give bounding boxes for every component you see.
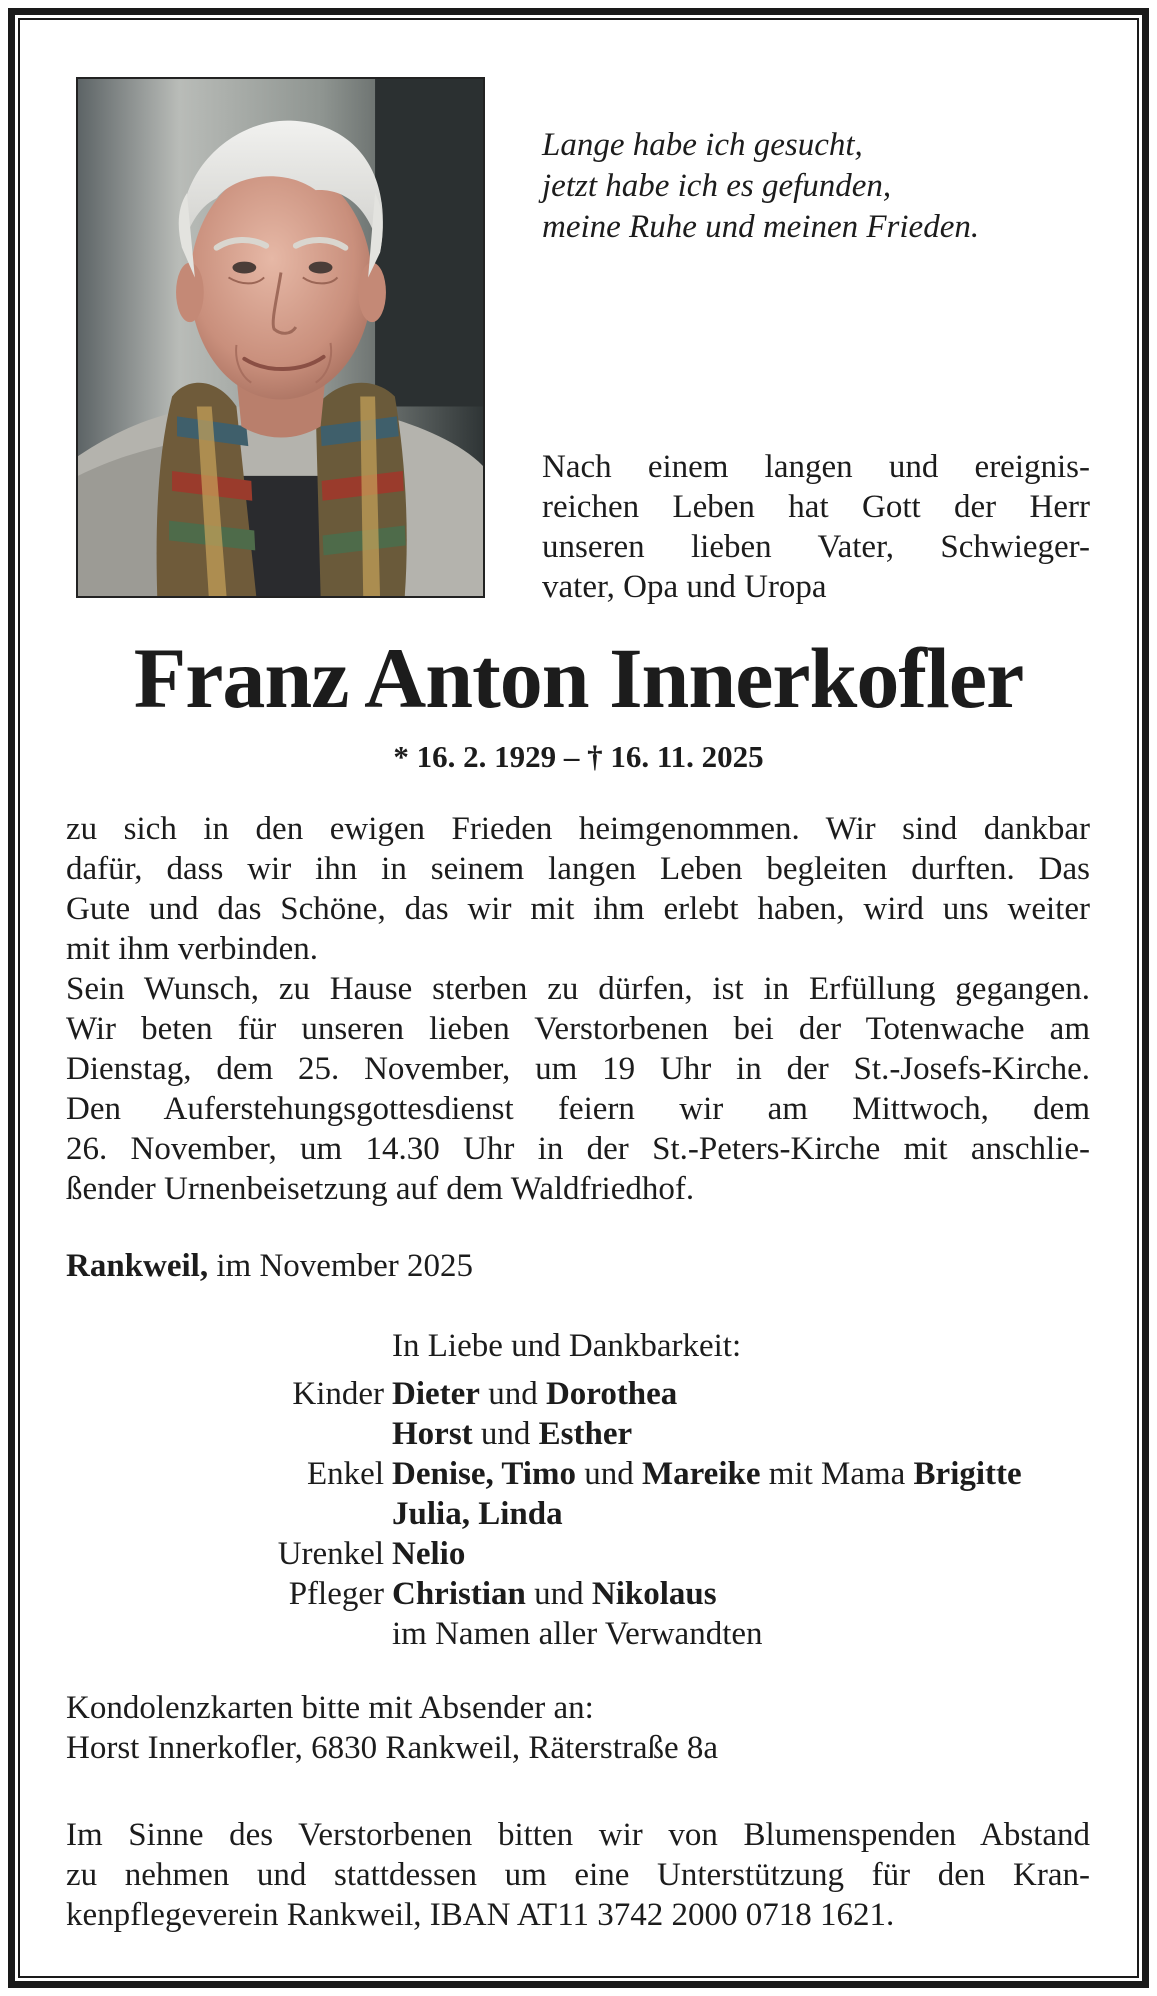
family-connector: und	[479, 1376, 546, 1412]
condolence-line: Horst Innerkofler, 6830 Rankweil, Räterstraße 8a	[66, 1730, 719, 1766]
main-text	[66, 809, 1090, 1209]
family-name: Nelio	[392, 1536, 466, 1572]
body-line: 26. November, um 14.30 Uhr in der St.-Peters-Kirche mit anschlie-	[66, 1131, 1090, 1167]
quote	[542, 125, 1102, 248]
portrait-illustration	[78, 79, 483, 596]
body-line: Gute und das Schöne, das wir mit ihm erlebt haben, wird uns weiter	[66, 891, 1090, 927]
family-name: Christian	[392, 1576, 526, 1612]
intro-line: vater, Opa und Uropa	[542, 569, 827, 605]
body-line: dafür, dass wir ihn in seinem langen Leben begleiten durften. Das	[66, 851, 1090, 887]
family-connector: und	[525, 1576, 592, 1612]
place-date	[66, 1246, 473, 1286]
family-name: Brigitte	[913, 1456, 1022, 1492]
condolence-address	[66, 1688, 718, 1768]
family-name: Mareike	[641, 1456, 761, 1492]
donation-line: zu nehmen und stattdessen um eine Unterstützung für den Kran-	[66, 1857, 1090, 1893]
family-connector: und	[575, 1456, 642, 1492]
quote-line: jetzt habe ich es gefunden,	[542, 168, 892, 204]
intro-paragraph	[542, 447, 1090, 607]
donation-note	[66, 1815, 1090, 1935]
family-list	[0, 1374, 1157, 1654]
family-label: Pfleger	[288, 1576, 384, 1612]
family-row-kinder	[0, 1374, 1157, 1414]
family-name: Esther	[538, 1416, 633, 1452]
family-connector: und	[472, 1416, 539, 1452]
family-names	[392, 1534, 465, 1574]
intro-line: reichen Leben hat Gott der Herr	[542, 489, 1090, 525]
body-line: ßender Urnenbeisetzung auf dem Waldfriedhof.	[66, 1171, 695, 1207]
signoff: In Liebe und Dankbarkeit:	[392, 1328, 742, 1364]
body-line: Dienstag, dem 25. November, um 19 Uhr in der St.-Josefs-Kirche.	[66, 1051, 1090, 1087]
family-name: Horst	[392, 1416, 473, 1452]
family-row-enkel	[0, 1454, 1157, 1494]
quote-line: meine Ruhe und meinen Frieden.	[542, 209, 980, 245]
body-line: mit ihm verbinden.	[66, 931, 319, 967]
family-row-kinder-2	[0, 1414, 1157, 1454]
life-dates: * 16. 2. 1929 – † 16. 11. 2025	[393, 739, 764, 774]
place-month: im November 2025	[208, 1248, 473, 1284]
family-label: Urenkel	[277, 1536, 384, 1572]
family-row-enkel-2	[0, 1494, 1157, 1534]
body-line: zu sich in den ewigen Frieden heimgenommen. Wir sind dankbar	[66, 811, 1090, 847]
family-row-urenkel	[0, 1534, 1157, 1574]
family-label: Enkel	[307, 1456, 384, 1492]
quote-line: Lange habe ich gesucht,	[542, 127, 863, 163]
family-row-pfleger	[0, 1574, 1157, 1614]
family-names	[392, 1374, 677, 1414]
family-name: Julia, Linda	[392, 1496, 563, 1532]
donation-line: kenpflegeverein Rankweil, IBAN AT11 3742 2000 0718 1621.	[66, 1897, 895, 1933]
intro-line: unseren lieben Vater, Schwieger-	[542, 529, 1090, 565]
family-names	[392, 1574, 717, 1614]
condolence-line: Kondolenzkarten bitte mit Absender an:	[66, 1690, 594, 1726]
family-name: Nikolaus	[591, 1576, 717, 1612]
family-connector: mit Mama	[760, 1456, 914, 1492]
family-label: Kinder	[292, 1376, 384, 1412]
family-name: Dorothea	[545, 1376, 678, 1412]
intro-line: Nach einem langen und ereignis-	[542, 449, 1090, 485]
family-name: Dieter	[392, 1376, 480, 1412]
portrait-photo	[76, 77, 485, 598]
deceased-name: Franz Anton Innerkofler	[133, 630, 1024, 726]
body-line: Wir beten für unseren lieben Verstorbenen bei der Totenwache am	[66, 1011, 1090, 1047]
family-closing: im Namen aller Verwandten	[392, 1616, 763, 1652]
family-names	[392, 1454, 1022, 1494]
family-row-closing	[0, 1614, 1157, 1654]
body-line: Sein Wunsch, zu Hause sterben zu dürfen, ist in Erfüllung gegangen.	[66, 971, 1090, 1007]
place-town: Rankweil,	[66, 1248, 209, 1284]
body-line: Den Auferstehungsgottesdienst feiern wir am Mittwoch, dem	[66, 1091, 1090, 1127]
family-name: Denise, Timo	[392, 1456, 576, 1492]
family-names	[392, 1494, 563, 1534]
donation-line: Im Sinne des Verstorbenen bitten wir von Blumenspenden Abstand	[66, 1817, 1090, 1853]
family-names	[392, 1414, 632, 1454]
